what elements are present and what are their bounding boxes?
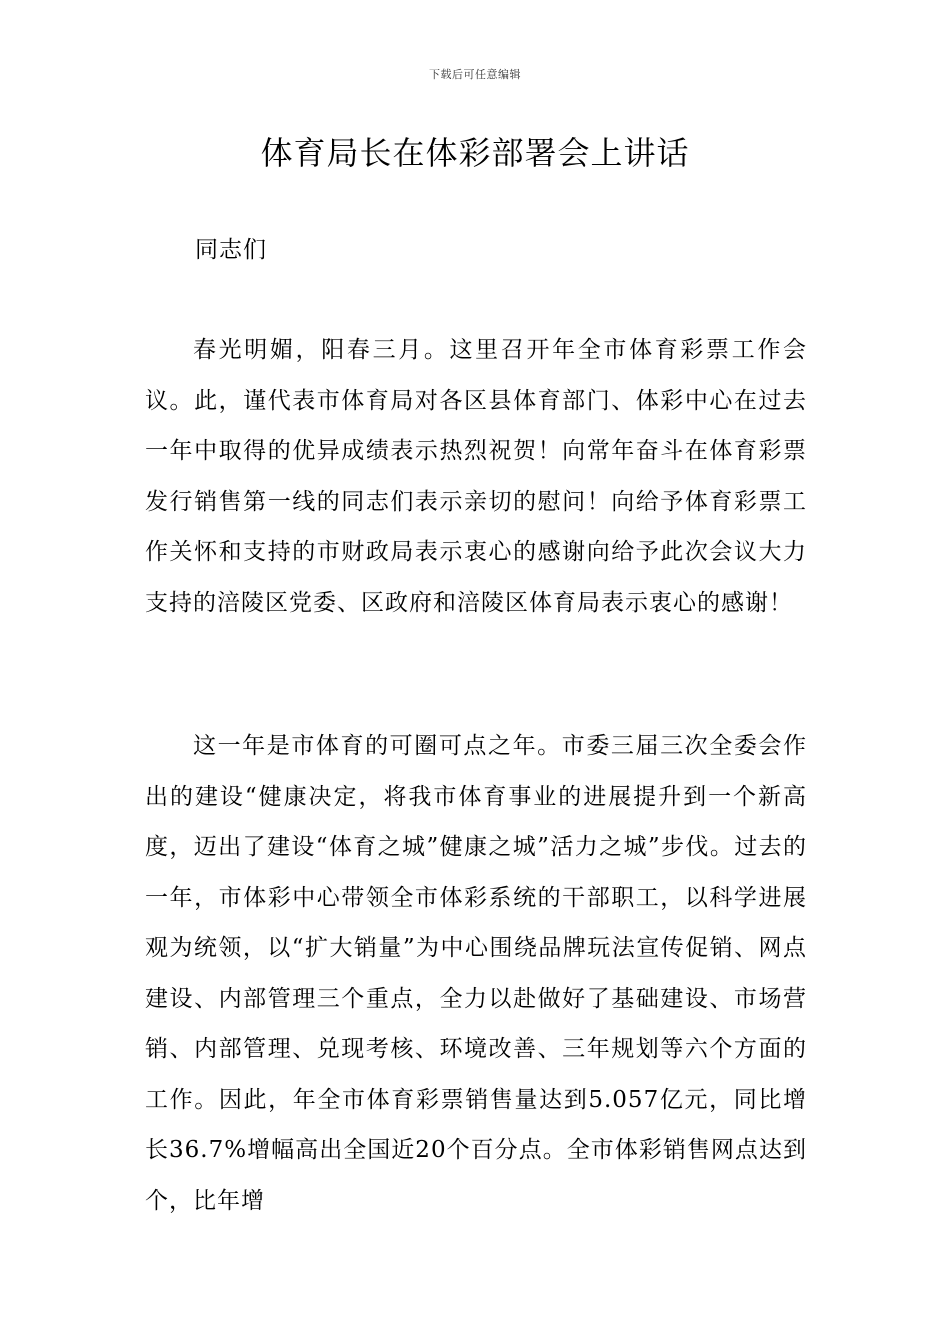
document-title: 体育局长在体彩部署会上讲话 xyxy=(260,134,690,172)
header-note: 下载后可任意编辑 xyxy=(429,68,521,81)
body-paragraph-1: 春光明媚，阳春三月。这里召开年全市体育彩票工作会议。此，谨代表市体育局对各区县体育部门、体彩中心在过去一年中取得的优异成绩表示热烈祝贺！向常年奋斗在体育彩票发行销售第一线的同志们表示亲切的慰问！向给予体育彩票工作关怀和支持的市财政局表示衷心的感谢向给予此次会议大力支持的涪陵区党委、区政府和涪陵区体育局表示衷心的感谢！ xyxy=(145,337,807,616)
body-paragraph-2: 这一年是市体育的可圈可点之年。市委三届三次全委会作出的建设“健康决定，将我市体育事业的进展提升到一个新高度，迈出了建设“体育之城”健康之城”活力之城”步伐。过去的一年，市体彩中心带领全市体彩系统的干部职工，以科学进展观为统领，以“扩大销量”为中心围绕品牌玩法宣传促销、网点建设、内部管理三个重点，全力以赴做好了基础建设、市场营销、内部管理、兑现考核、环境改善、三年规划等六个方面的工作。因此，年全市体育彩票销售量达到5.057亿元，同比增长36.7%增幅高出全国近20个百分点。全市体彩销售网点达到个，比年增 xyxy=(145,733,807,1214)
salutation: 同志们 xyxy=(195,237,267,263)
